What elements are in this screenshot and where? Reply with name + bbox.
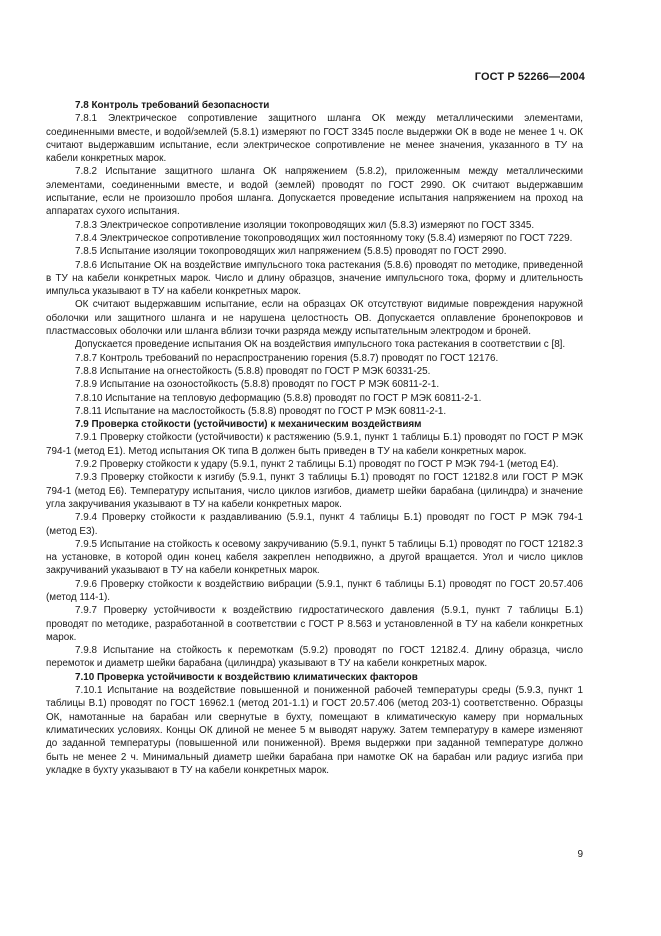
paragraph: 7.10.1 Испытание на воздействие повышенной и пониженной рабочей температуры среды (5.9.3, пункт 1 таблицы В.1) проводят по ГОСТ 16962.1 (метод 201-1.1) и ГОСТ 20.57.406 (метод 203-1) соответственно. Образцы ОК, намотанные на барабан или свернутые в бухту, помещают в климатическую камеру при нормальных климатических условиях. Концы ОК длиной не менее 5 м выводят наружу. Затем температуру в камере изменяют до заданной температуры (повышенной или пониженной). Время выдержки при заданной температуре должно быть не менее 2 ч. Минимальный диаметр шейки барабана при намотке ОК на барабан или радиус изгиба при укладке в бухту указывают в ТУ на кабели конкретных марок. — [46, 685, 583, 776]
paragraph: 7.8.10 Испытание на тепловую деформацию (5.8.8) проводят по ГОСТ Р МЭК 60811-2-1. — [75, 392, 482, 404]
section-heading: 7.8 Контроль требований безопасности — [75, 100, 270, 111]
paragraph: 7.8.3 Электрическое сопротивление изоляции токопроводящих жил (5.8.3) измеряют по ГОСТ 3345. — [75, 219, 535, 231]
page-number: 9 — [577, 849, 583, 860]
paragraph: 7.9.1 Проверку стойкости (устойчивости) к растяжению (5.9.1, пункт 1 таблицы Б.1) проводят по ГОСТ Р МЭК 794-1 (метод Е1). Метод испытания ОК типа В должен быть приведен в ТУ на кабели конкретных марок. — [46, 432, 583, 457]
document-body — [46, 99, 583, 777]
paragraph: 7.9.3 Проверку стойкости к изгибу (5.9.1, пункт 3 таблицы Б.1) проводят по ГОСТ 12182.8 или ГОСТ Р МЭК 794-1 (метод Е6). Температуру испытания, число циклов изгибов, диаметр шейки барабана (цилиндра) и значение угла закручивания указывают в ТУ на кабели конкретных марок. — [46, 472, 583, 510]
paragraph: Допускается проведение испытания ОК на воздействия импульсного тока растекания в соответствии с [8]. — [75, 339, 566, 351]
paragraph: 7.9.2 Проверку стойкости к удару (5.9.1, пункт 2 таблицы Б.1) проводят по ГОСТ Р МЭК 794-1 (метод Е4). — [75, 459, 559, 471]
paragraph: 7.8.9 Испытание на озоностойкость (5.8.8) проводят по ГОСТ Р МЭК 60811-2-1. — [75, 379, 440, 391]
section-heading: 7.10 Проверка устойчивости к воздействию климатических факторов — [75, 671, 418, 683]
paragraph: ОК считают выдержавшим испытание, если на образцах ОК отсутствуют видимые повреждения наружной оболочки или защитного шланга и не нарушена целостность ОВ. Допускается оплавление бронепокровов и пластмассовых оболочки или шланга вблизи точки разряда между испытательным электродом и броней. — [46, 299, 583, 338]
section-heading: 7.9 Проверка стойкости (устойчивости) к механическим воздействиям — [75, 419, 422, 431]
paragraph: 7.8.8 Испытание на огнестойкость (5.8.8) проводят по ГОСТ Р МЭК 60331-25. — [75, 365, 431, 377]
paragraph: 7.8.6 Испытание ОК на воздействие импульсного тока растекания (5.8.6) проводят по методике, приведенной в ТУ на кабели конкретных марок. Число и длину образцов, значение импульсного тока, форму и длительность импульса указывают в ТУ на кабели конкретных марок. — [46, 259, 583, 298]
paragraph: 7.9.8 Испытание на стойкость к перемоткам (5.9.2) проводят по ГОСТ 12182.4. Длину образца, число перемоток и диаметр шейки барабана (цилиндра) указывают в ТУ на кабели конкретных марок. — [46, 645, 583, 670]
paragraph: 7.8.1 Электрическое сопротивление защитного шланга ОК между металлическими элементами, соединенными вместе, и водой/землей (5.8.1) измеряют по ГОСТ 3345 после выдержки ОК в воде не менее 1 ч. ОК считают выдержавшим испытание, если электрическое сопротивление не менее значения, указанного в ТУ на кабели конкретных марок. — [46, 113, 583, 165]
paragraph: 7.8.7 Контроль требований по нераспространению горения (5.8.7) проводят по ГОСТ 12176. — [75, 352, 499, 364]
paragraph: 7.9.6 Проверку стойкости к воздействию вибрации (5.9.1, пункт 6 таблицы Б.1) проводят по ГОСТ 20.57.406 (метод 114-1). — [46, 578, 583, 603]
paragraph: 7.9.5 Испытание на стойкость к осевому закручиванию (5.9.1, пункт 5 таблицы Б.1) проводят по ГОСТ 12182.3 на установке, в которой один конец кабеля закреплен неподвижно, а другой вращается. Угол и число циклов закручиваний указывают в ТУ на кабели конкретных марок. — [46, 538, 583, 577]
paragraph: 7.8.11 Испытание на маслостойкость (5.8.8) проводят по ГОСТ Р МЭК 60811-2-1. — [75, 405, 447, 417]
paragraph: 7.9.4 Проверку стойкости к раздавливанию (5.9.1, пункт 4 таблицы Б.1) проводят по ГОСТ Р МЭК 794-1 (метод Е3). — [46, 512, 583, 537]
paragraph: 7.8.5 Испытание изоляции токопроводящих жил напряжением (5.8.5) проводят по ГОСТ 2990. — [75, 246, 507, 258]
paragraph: 7.8.2 Испытание защитного шланга ОК напряжением (5.8.2), приложенным между металлическими элементами, соединенными вместе, и водой (землей) проводят по ГОСТ 2990. ОК считают выдержавшим испытание, если не произошло пробоя шланга. Допускается проведение испытания напряжением на проход на аппаратах сухого испытания. — [46, 166, 583, 218]
paragraph: 7.8.4 Электрическое сопротивление токопроводящих жил постоянному току (5.8.4) измеряют по ГОСТ 7229. — [75, 232, 573, 244]
paragraph: 7.9.7 Проверку устойчивости к воздействию гидростатического давления (5.9.1, пункт 7 таблицы Б.1) проводят по методике, разработанной в соответствии с ГОСТ Р 8.563 и установленной в ТУ на кабели конкретных марок. — [46, 605, 583, 643]
document-standard-header: ГОСТ Р 52266—2004 — [474, 71, 585, 83]
